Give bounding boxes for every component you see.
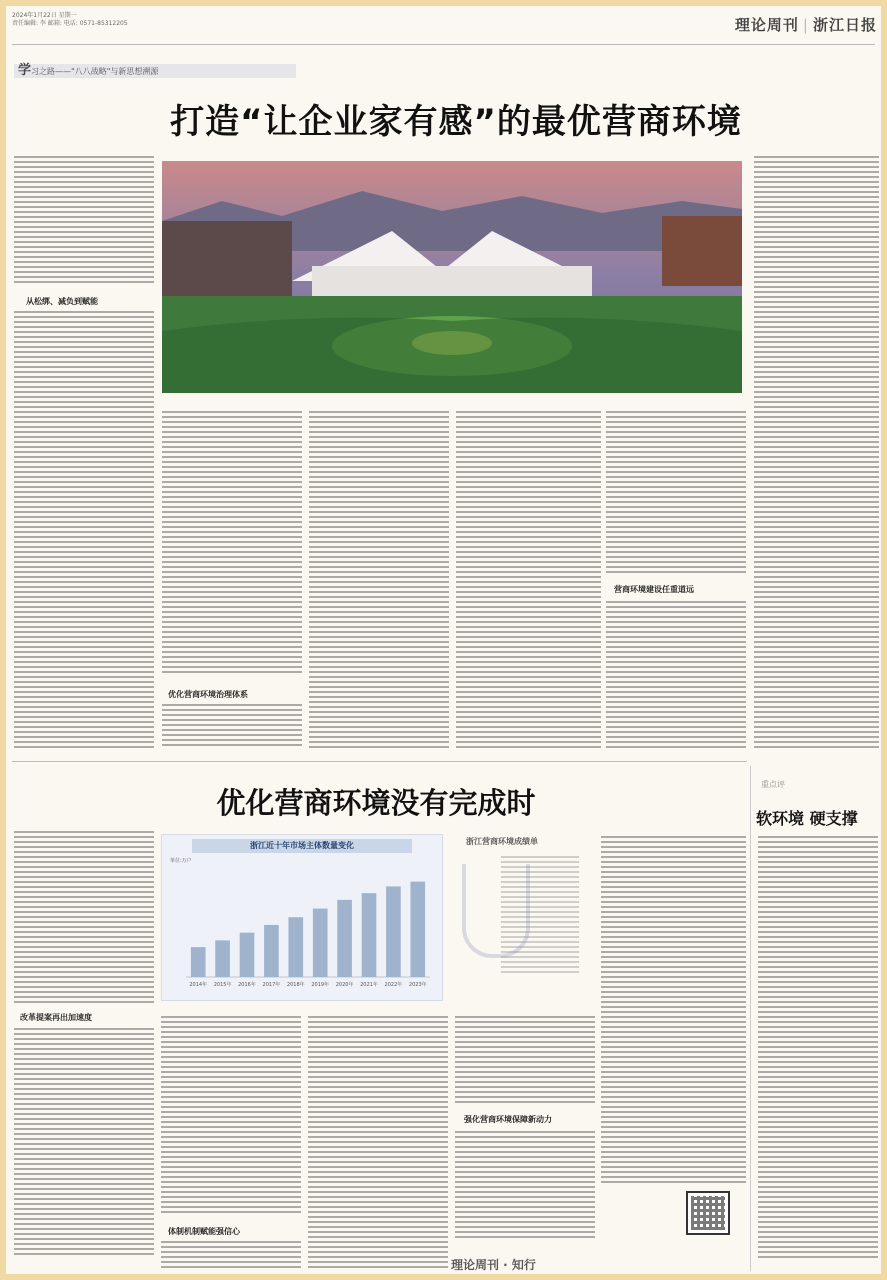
tag-text: 习之路——"八八战略"与新思想溯源 xyxy=(31,67,159,76)
bar-2014年 xyxy=(191,947,206,977)
bar-2018年 xyxy=(288,917,303,977)
chart-plot xyxy=(162,835,442,1000)
article1-subhead-2: 优化营商环境治理体系 xyxy=(168,690,248,699)
article1-subhead-1: 从松绑、减负到赋能 xyxy=(26,297,98,306)
issue-editor: 责任编辑: 李 邮箱: 电话: 0571-85312205 xyxy=(12,20,128,27)
article1-text-col6 xyxy=(754,156,879,751)
article2-text-col1-a xyxy=(14,831,154,1006)
x-tick-label: 2017年 xyxy=(262,982,281,988)
bar-2016年 xyxy=(240,933,255,977)
side-headline: 软环境 硬支撑 xyxy=(756,809,858,828)
article1-text-col1-a xyxy=(14,156,154,286)
bar-2015年 xyxy=(215,940,230,977)
x-tick-label: 2021年 xyxy=(360,982,378,988)
bar-2021年 xyxy=(362,893,377,977)
article2-text-col2-b xyxy=(161,1241,301,1271)
article1-text-col5-a xyxy=(606,411,746,576)
article1-subhead-3: 营商环境建设任重道远 xyxy=(614,585,694,594)
side-column-label: 重点评 xyxy=(761,780,785,789)
chart-title: 浙江近十年市场主体数量变化 xyxy=(192,839,412,853)
x-tick-label: 2022年 xyxy=(384,982,403,988)
article2-text-col1-b xyxy=(14,1028,154,1258)
bar-chart xyxy=(161,834,443,1001)
divider xyxy=(12,761,747,762)
issue-date: 2024年1月22日 星期一 xyxy=(12,12,77,19)
article1-text-col1-b xyxy=(14,311,154,751)
conference-center-photo xyxy=(162,161,742,393)
x-tick-label: 2018年 xyxy=(286,982,305,988)
article2-subhead-3: 体制机制赋能强信心 xyxy=(168,1227,240,1236)
chart-unit-label: 单位:万户 xyxy=(170,858,192,864)
header-rule xyxy=(12,44,875,45)
article2-text-col4-a xyxy=(455,1016,595,1106)
bar-2023年 xyxy=(410,882,425,977)
x-tick-label: 2023年 xyxy=(408,982,427,988)
bar-2017年 xyxy=(264,925,279,977)
x-tick-label: 2020年 xyxy=(335,982,354,988)
article1-text-col5-b xyxy=(606,601,746,751)
tag-lead: 学 xyxy=(18,63,32,78)
article1-text-col2-b xyxy=(162,704,302,749)
article1-text-col2 xyxy=(162,411,302,676)
bar-2022年 xyxy=(386,886,401,977)
achievement-text xyxy=(501,856,579,976)
x-tick-label: 2019年 xyxy=(311,982,330,988)
achievement-title: 浙江营商环境成绩单 xyxy=(466,837,538,846)
article2-text-col2 xyxy=(161,1016,301,1216)
paper-name: 浙江日报 xyxy=(812,16,877,34)
bar-2020年 xyxy=(337,900,352,977)
newspaper-page xyxy=(6,6,881,1274)
article1-text-col4 xyxy=(456,411,601,751)
footer-brand: 理论周刊 · 知行 xyxy=(451,1258,536,1272)
article2-text-col3 xyxy=(308,1016,448,1271)
side-text xyxy=(758,836,878,1261)
article2-text-col5 xyxy=(601,836,746,1186)
section-tag xyxy=(14,64,296,78)
main-headline: 打造“让企业家有感”的最优营商环境 xyxy=(170,102,742,142)
article2-subhead-1: 改革提案再出加速度 xyxy=(20,1013,92,1022)
side-divider xyxy=(750,766,751,1271)
x-tick-label: 2014年 xyxy=(189,982,208,988)
x-tick-label: 2015年 xyxy=(213,982,232,988)
section-name: 理论周刊 xyxy=(734,16,799,34)
issue-info xyxy=(12,12,312,28)
second-headline: 优化营商环境没有完成时 xyxy=(216,786,536,820)
article2-subhead-2: 强化营商环境保障新动力 xyxy=(464,1115,552,1124)
x-tick-label: 2016年 xyxy=(238,982,256,988)
bar-2019年 xyxy=(313,909,328,977)
article1-text-col3 xyxy=(309,411,449,751)
achievement-box xyxy=(446,834,586,999)
masthead: 理论周刊 | 浙江日报 xyxy=(734,16,877,34)
article2-text-col4-b xyxy=(455,1131,595,1241)
qr-code-icon xyxy=(686,1191,730,1235)
